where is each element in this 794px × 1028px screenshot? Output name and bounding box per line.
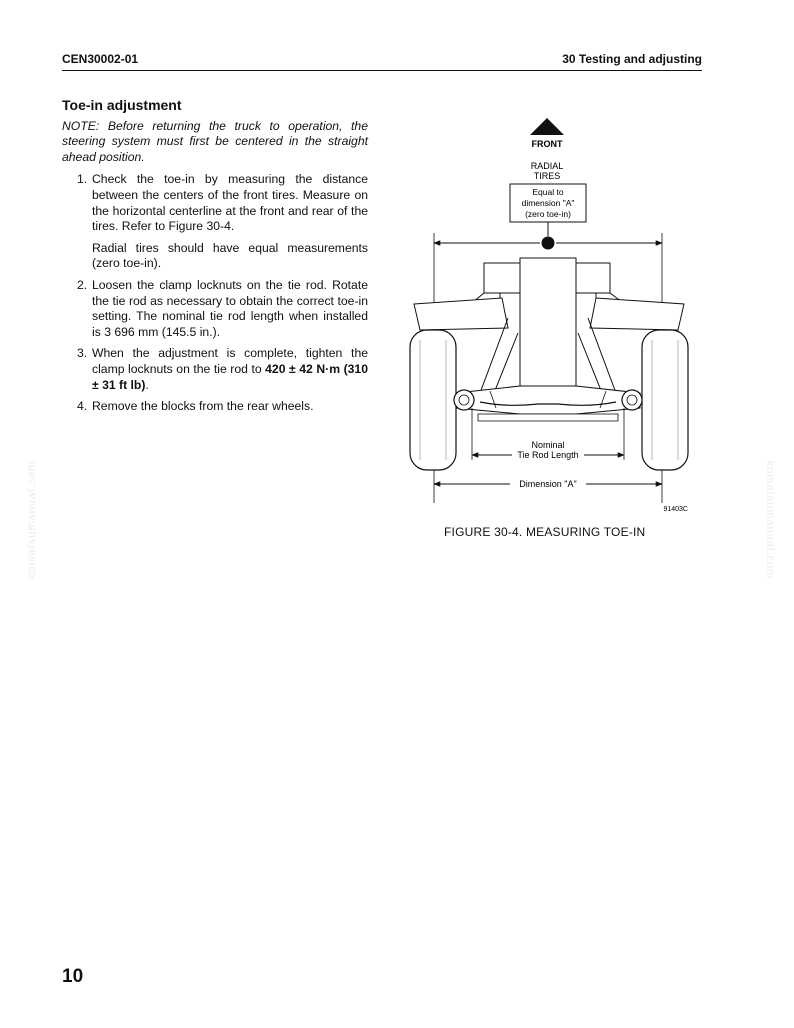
right-front-tire (642, 330, 688, 470)
torque-spec: 420 ± 42 N·m (310 ± 31 ft lb) (92, 361, 368, 392)
radial-label-2: TIRES (533, 171, 561, 181)
axle (456, 386, 640, 414)
tie-rod-label-2: Tie Rod Length (517, 450, 579, 460)
left-front-tire (410, 330, 456, 470)
step-text: When the adjustment is complete, tighten the clamp locknuts on the tie rod to (92, 346, 368, 376)
step-number: 1. (77, 172, 88, 187)
section-title: Toe-in adjustment (62, 97, 182, 113)
dimension-a-label: Dimension "A" (519, 479, 577, 489)
section-name: 30 Testing and adjusting (562, 52, 702, 66)
box-line-2: dimension "A" (521, 198, 575, 208)
figure-caption: FIGURE 30-4. MEASURING TOE-IN (444, 525, 646, 539)
step-text: Loosen the clamp locknuts on the tie rod. Rotate the tie rod as necessary to obtain the correct toe-in setting. The nominal tie rod length when installed is 3 696 mm (145.5 in.). (92, 277, 368, 339)
centerline-dot (542, 237, 555, 250)
step-number: 2. (77, 277, 88, 292)
front-arrow-icon (530, 118, 564, 135)
step-text: Check the toe-in by measuring the distance between the centers of the front tires. Measure on the horizontal centerline at the front and rear of the tires. Refer to Figure 30-4. (92, 172, 368, 234)
step-2 (62, 278, 368, 340)
doc-code: CEN30002-01 (62, 52, 139, 66)
watermark-left: komatsumanual.com (26, 460, 38, 580)
step-1-subtext: Radial tires should have equal measurements (zero toe-in). (92, 240, 368, 271)
text-column (62, 98, 368, 421)
left-fender (414, 298, 508, 330)
step-text: Remove the blocks from the rear wheels. (92, 399, 314, 414)
note: NOTE: Before returning the truck to operation, the steering system must first be centered in the straight ahead position. (62, 118, 368, 164)
step-text-end: . (145, 377, 149, 392)
step-list-continued (62, 278, 368, 415)
step-4 (62, 399, 368, 415)
radial-label-1: RADIAL (530, 161, 564, 171)
header-rule (62, 70, 702, 71)
figure-code: 91403C (663, 506, 688, 513)
step-list (62, 172, 368, 234)
watermark-right: komatsumanual.com (764, 460, 776, 580)
page-number: 10 (62, 966, 84, 987)
step-number: 4. (77, 399, 88, 414)
toe-in-diagram (400, 108, 710, 528)
right-fender (590, 298, 684, 330)
box-line-1: Equal to (532, 187, 564, 197)
step-1 (62, 172, 368, 234)
front-label: FRONT (531, 139, 563, 149)
tie-rod-label-1: Nominal (531, 440, 565, 450)
toe-in-figure (400, 108, 710, 528)
step-number: 3. (77, 346, 88, 361)
step-3 (62, 346, 368, 393)
box-line-3: (zero toe-in) (525, 209, 571, 219)
